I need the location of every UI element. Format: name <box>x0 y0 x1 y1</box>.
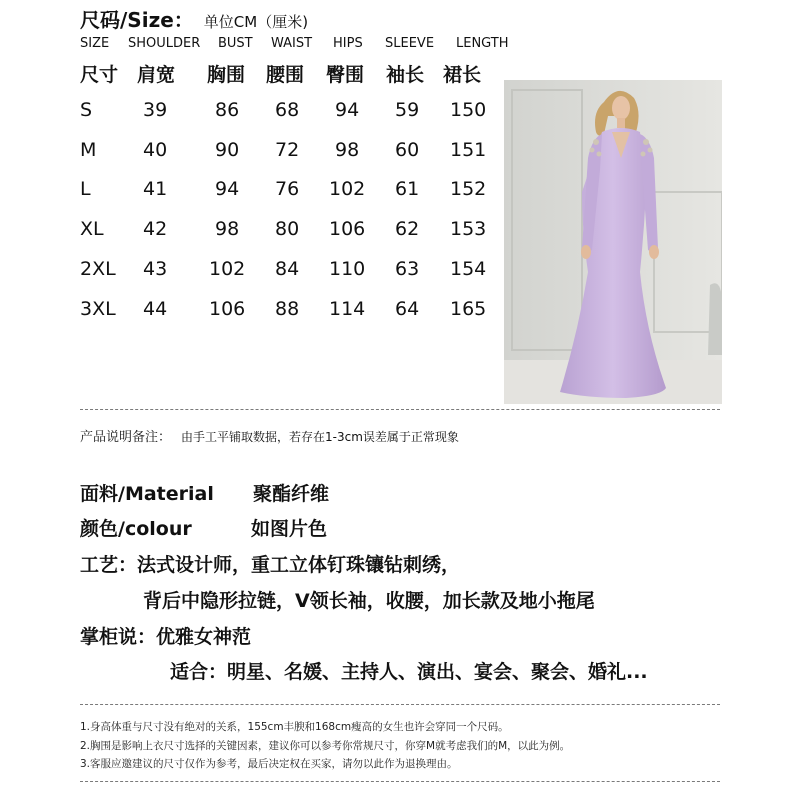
divider <box>80 409 720 410</box>
table-cell: 152 <box>450 178 487 200</box>
product-photo <box>504 80 722 404</box>
col-cn-sleeve: 袖长 <box>386 64 425 86</box>
col-en-hips: HIPS <box>333 36 363 51</box>
footnote-3: 3.客服应邀建议的尺寸仅作为参考，最后决定权在买家，请勿以此作为退换理由。 <box>80 758 458 770</box>
suitable-line: 适合：明星、名媛、主持人、演出、宴会、聚会、婚礼... <box>170 661 648 683</box>
size-xl: XL <box>80 218 104 240</box>
col-cn-shoulder: 肩宽 <box>137 64 176 86</box>
table-cell: 106 <box>209 298 246 320</box>
table-cell: 98 <box>215 218 240 240</box>
table-cell: 90 <box>215 139 240 161</box>
keeper-line: 掌柜说：优雅女神范 <box>80 626 252 648</box>
size-title <box>80 4 308 33</box>
col-en-shoulder: SHOULDER <box>128 36 201 51</box>
table-cell: 94 <box>335 99 360 121</box>
size-s: S <box>80 99 93 121</box>
col-en-sleeve: SLEEVE <box>385 36 435 51</box>
material-value: 聚酯纤维 <box>253 483 330 505</box>
col-cn-length: 裙长 <box>443 64 482 86</box>
table-cell: 98 <box>335 139 360 161</box>
product-note-label: 产品说明备注： <box>80 430 172 445</box>
col-cn-waist: 腰围 <box>266 64 305 86</box>
table-cell: 86 <box>215 99 240 121</box>
footnote-1: 1.身高体重与尺寸没有绝对的关系，155cm丰腴和168cm瘦高的女生也许会穿同一个尺码。 <box>80 721 509 733</box>
divider <box>80 781 720 782</box>
craft-line-1: 工艺：法式设计师，重工立体钉珠镶钻刺绣， <box>80 554 461 576</box>
size-3xl: 3XL <box>80 298 116 320</box>
table-cell: 84 <box>275 258 300 280</box>
material-label: 面料/Material <box>80 483 214 505</box>
table-cell: 154 <box>450 258 487 280</box>
footnote-2: 2.胸围是影响上衣尺寸选择的关键因素，建议你可以参考你常规尺寸，你穿M就考虑我们的M，以此为例。 <box>80 740 571 752</box>
product-note-text: 由手工平铺取数据，若存在1-3cm误差属于正常现象 <box>181 430 459 444</box>
col-en-size: SIZE <box>80 36 110 51</box>
col-cn-size: 尺寸 <box>80 64 119 86</box>
table-cell: 61 <box>395 178 420 200</box>
table-cell: 153 <box>450 218 487 240</box>
size-m: M <box>80 139 97 161</box>
table-cell: 80 <box>275 218 300 240</box>
col-cn-bust: 胸围 <box>207 64 246 86</box>
table-cell: 102 <box>329 178 366 200</box>
col-en-bust: BUST <box>218 36 253 51</box>
table-cell: 59 <box>395 99 420 121</box>
table-cell: 43 <box>143 258 168 280</box>
table-cell: 64 <box>395 298 420 320</box>
table-cell: 151 <box>450 139 487 161</box>
table-cell: 102 <box>209 258 246 280</box>
table-cell: 41 <box>143 178 168 200</box>
table-cell: 114 <box>329 298 366 320</box>
table-cell: 39 <box>143 99 168 121</box>
size-l: L <box>80 178 91 200</box>
table-cell: 62 <box>395 218 420 240</box>
table-cell: 42 <box>143 218 168 240</box>
table-cell: 63 <box>395 258 420 280</box>
col-en-waist: WAIST <box>271 36 313 51</box>
table-cell: 150 <box>450 99 487 121</box>
table-cell: 60 <box>395 139 420 161</box>
dress-illustration <box>504 80 722 404</box>
table-cell: 76 <box>275 178 300 200</box>
size-title-text: 尺码/Size： <box>80 8 194 32</box>
col-cn-hips: 臀围 <box>326 64 365 86</box>
size-2xl: 2XL <box>80 258 116 280</box>
craft-line-2: 背后中隐形拉链，V领长袖，收腰，加长款及地小拖尾 <box>143 590 595 612</box>
table-cell: 106 <box>329 218 366 240</box>
product-note <box>80 426 459 445</box>
colour-label: 颜色/colour <box>80 518 192 540</box>
table-cell: 165 <box>450 298 487 320</box>
table-cell: 40 <box>143 139 168 161</box>
col-en-length: LENGTH <box>456 36 509 51</box>
table-cell: 88 <box>275 298 300 320</box>
table-cell: 110 <box>329 258 366 280</box>
divider <box>80 704 720 705</box>
colour-value: 如图片色 <box>251 518 328 540</box>
table-cell: 94 <box>215 178 240 200</box>
table-cell: 44 <box>143 298 168 320</box>
table-cell: 68 <box>275 99 300 121</box>
table-cell: 72 <box>275 139 300 161</box>
unit-label: 单位CM（厘米) <box>203 13 309 31</box>
